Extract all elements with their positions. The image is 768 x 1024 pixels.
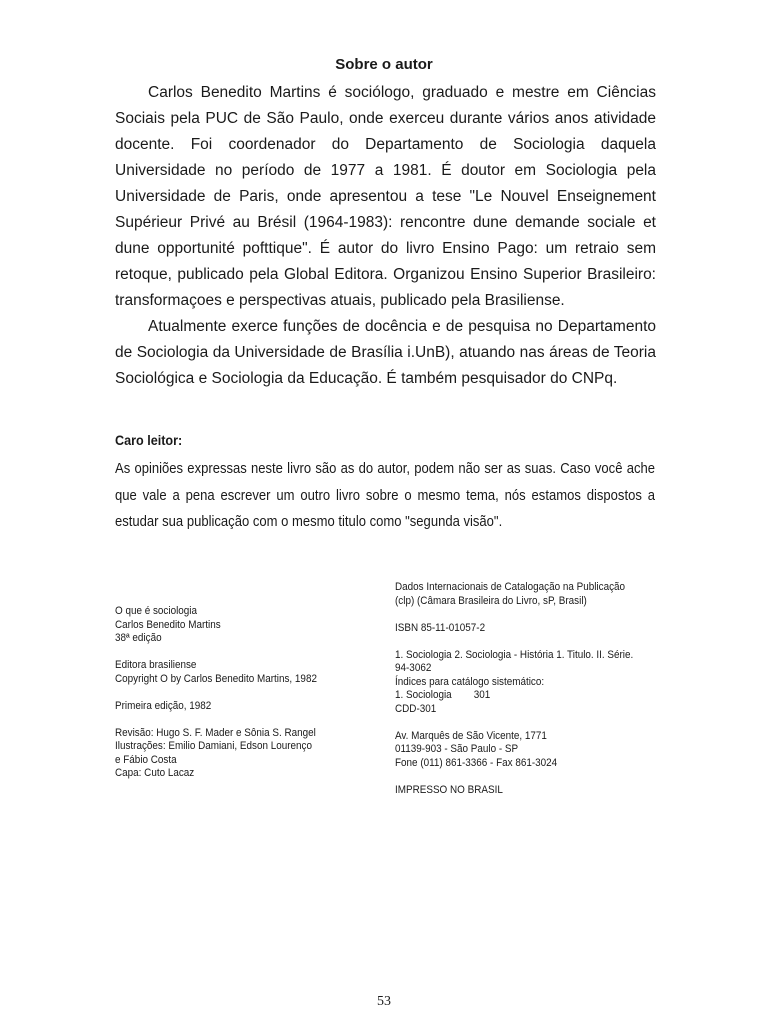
- printed-block: [395, 784, 665, 798]
- book-author: Carlos Benedito Martins: [115, 618, 221, 631]
- revision-credit: Revisão: Hugo S. F. Mader e Sônia S. Rangel: [115, 726, 316, 739]
- index-entry: 1. Sociologia 301: [395, 689, 491, 701]
- about-paragraph-1: Carlos Benedito Martins é sociólogo, graduado e mestre em Ciências Sociais pela PUC de São Paulo, onde exerceu durante vários anos atividade docente. Foi coordenador do Departamento de Sociologia daquela Universidade no período de 1977 a 1981. É doutor em Sociologia pela Universidade de Paris, onde apresentou a tese "Le Nouvel Enseignement Supérieur Privé au Brésil (1964-1983): rencontre dune demande sociale et dune opportunité pofttique". É autor do livro Ensino Pago: um retraio sem retoque, publicado pela Global Editora. Organizou Ensino Superior Brasileiro: transformaçoes e perspectivas atuais, publicado pela Brasiliense.: [115, 84, 656, 309]
- reader-note-text: As opiniões expressas neste livro são as do autor, podem não ser as suas. Caso você ache que vale a pena escrever um outro livro sobre o mesmo tema, nós estamos dispostos a estudar sua publicação com o mesmo titulo como "segunda visão".: [115, 461, 655, 530]
- phone-fax: Fone (011) 861-3366 - Fax 861-3024: [395, 756, 558, 769]
- address-street: Av. Marquês de São Vicente, 1771: [395, 729, 547, 742]
- publisher-info: [115, 659, 349, 686]
- subjects-block: [395, 649, 665, 717]
- about-author-heading: Sobre o autor: [335, 56, 433, 73]
- first-edition: Primeira edição, 1982: [115, 699, 212, 712]
- isbn: ISBN 85-11-01057-2: [395, 621, 486, 634]
- subjects: 1. Sociologia 2. Sociologia - História 1. Titulo. II. Série.: [395, 648, 634, 661]
- page-number: 53: [377, 994, 391, 1009]
- catalog-header: [395, 581, 665, 608]
- index-title: Índices para catálogo sistemático:: [395, 675, 545, 688]
- book-edition: 38ª edição: [115, 632, 162, 644]
- copyright-notice: Copyright O by Carlos Benedito Martins, 1982: [115, 672, 317, 685]
- cover-credit: Capa: Cuto Lacaz: [115, 767, 195, 779]
- catalog-column: [395, 581, 665, 811]
- printed-in: IMPRESSO NO BRASIL: [395, 783, 503, 796]
- catalog-code: 94-3062: [395, 662, 432, 674]
- book-title: O que é sociologia: [115, 605, 198, 617]
- about-author-section: [115, 80, 656, 392]
- reader-note-heading: Caro leitor:: [115, 432, 183, 448]
- book-info: [115, 605, 349, 646]
- reader-note-section: [115, 456, 655, 536]
- cdd: CDD-301: [395, 702, 437, 715]
- first-edition-info: [115, 700, 349, 714]
- catalog-line-1: Dados Internacionais de Catalogação na Publicação: [395, 581, 626, 593]
- address-city: 01139-903 - São Paulo - SP: [395, 743, 519, 755]
- illustrations-credit-cont: e Fábio Costa: [115, 753, 177, 766]
- catalog-line-2: (clp) (Câmara Brasileira do Livro, sP, Brasil): [395, 594, 587, 607]
- credits: [115, 727, 349, 781]
- colophon-column: [115, 605, 349, 794]
- about-paragraph-2: Atualmente exerce funções de docência e de pesquisa no Departamento de Sociologia da Universidade de Brasília i.UnB), atuando nas áreas de Teoria Sociológica e Sociologia da Educação. É também pesquisador do CNPq.: [115, 318, 656, 387]
- address-block: [395, 730, 665, 771]
- isbn-block: [395, 622, 665, 636]
- publisher-name: Editora brasiliense: [115, 659, 197, 671]
- illustrations-credit: Ilustrações: Emilio Damiani, Edson Lourenço: [115, 740, 313, 752]
